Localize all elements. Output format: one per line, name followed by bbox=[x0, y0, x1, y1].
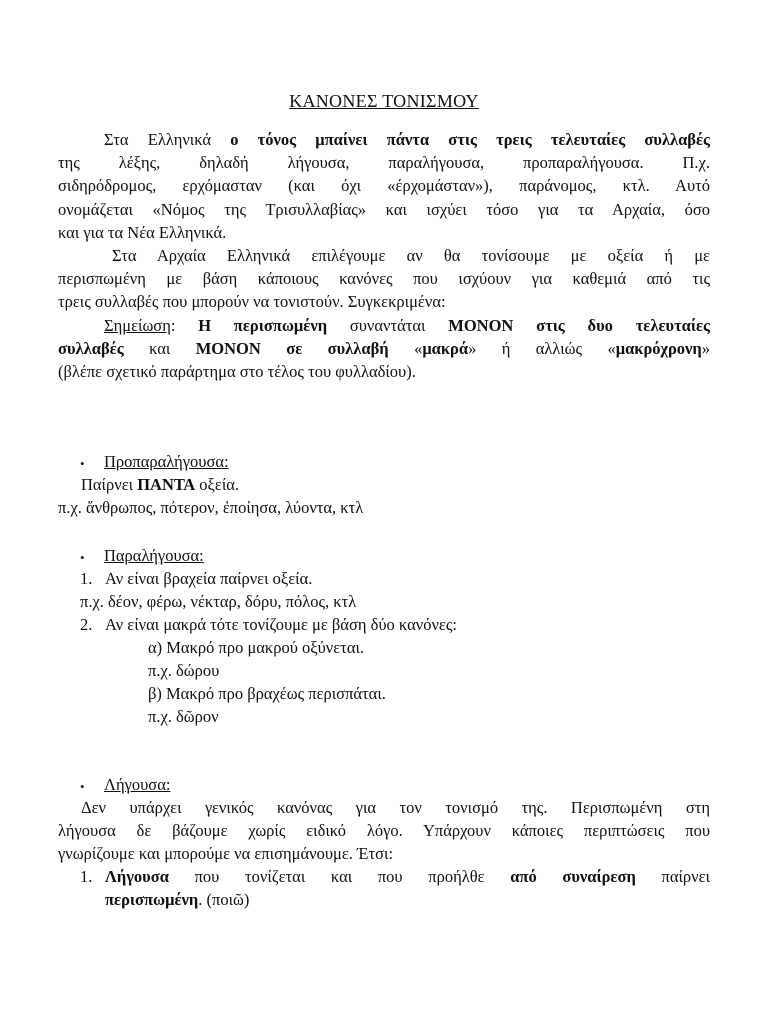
note-line bbox=[58, 337, 710, 360]
note-text: » ή αλλιώς « bbox=[468, 338, 616, 358]
intro-line: τρεις συλλαβές που μπορούν να τονιστούν. Συγκεκριμένα: bbox=[58, 292, 446, 312]
intro-line: σιδηρόδρομος, ερχόμασταν (και όχι «έρχομάσταν»), παράνομος, κτλ. Αυτό bbox=[58, 176, 710, 196]
list-number: 1. bbox=[80, 867, 93, 886]
intro-line bbox=[58, 128, 710, 151]
rule-bold: από συναίρεση bbox=[510, 867, 636, 886]
note-text: και bbox=[123, 338, 196, 358]
rule-line bbox=[81, 473, 239, 496]
note-bold: μακρά bbox=[422, 338, 469, 358]
rule-line bbox=[105, 888, 710, 911]
subrule-line: β) Μακρό προ βραχέως περισπάται. bbox=[148, 684, 386, 703]
intro-line: Στα Αρχαία Ελληνικά επιλέγουμε αν θα τονίσουμε με οξεία ή με bbox=[112, 246, 710, 266]
ligousa-paragraph bbox=[58, 796, 710, 866]
intro-line: περισπωμένη με βάση κάποιους κανόνες που ισχύουν για καθεμιά από τις bbox=[58, 269, 710, 289]
intro-line: της λέξης, δηλαδή λήγουσα, παραλήγουσα, προπαραλήγουσα. Π.χ. bbox=[58, 153, 710, 173]
bullet-icon: • bbox=[80, 779, 85, 794]
rule-bold: ΠΑΝΤΑ bbox=[137, 475, 196, 494]
rule-text: Παίρνει bbox=[81, 475, 138, 494]
list-number: 2. bbox=[80, 615, 93, 634]
note-line: (βλέπε σχετικό παράρτημα στο τέλος του φυλλαδίου). bbox=[58, 362, 416, 382]
section-heading-proparaligousa: Προπαραλήγουσα: bbox=[104, 452, 229, 471]
rule-line bbox=[105, 865, 710, 888]
note-bold: συλλαβές bbox=[58, 338, 124, 358]
rule-text: . (ποιῶ) bbox=[198, 890, 250, 910]
subrule-line: α) Μακρό προ μακρού οξύνεται. bbox=[148, 638, 365, 657]
example-line: π.χ. δέον, φέρω, νέκταρ, δόρυ, πόλος, κτλ bbox=[80, 592, 357, 611]
note-bold: μακρόχρονη bbox=[615, 338, 702, 358]
paragraph-line: λήγουσα δε βάζουμε χωρίς ειδικό λόγο. Υπάρχουν κάποιες περιπτώσεις που bbox=[58, 821, 710, 841]
intro-line: και για τα Νέα Ελληνικά. bbox=[58, 222, 227, 242]
note-bold: ΜΟΝΟΝ bbox=[195, 338, 261, 358]
rule-bold: περισπωμένη bbox=[105, 890, 199, 910]
note-label: Σημείωση bbox=[104, 315, 171, 335]
paragraph-line: γνωρίζουμε και μπορούμε να επισημάνουμε. Έτσι: bbox=[58, 844, 394, 864]
note-bold: ΜΟΝΟΝ bbox=[448, 315, 514, 335]
note-text: « bbox=[388, 338, 423, 358]
list-number: 1. bbox=[80, 569, 93, 588]
ligousa-rule bbox=[105, 865, 710, 911]
note-text: συναντάται bbox=[327, 315, 449, 335]
paragraph-line: Δεν υπάρχει γενικός κανόνας για τον τονισμό της. Περισπωμένη στη bbox=[81, 798, 710, 817]
bullet-icon: • bbox=[80, 550, 85, 565]
section-heading-ligousa: Λήγουσα: bbox=[104, 775, 171, 794]
rule-text: παίρνει bbox=[635, 867, 710, 886]
note-line bbox=[58, 314, 710, 337]
intro-text: Στα Ελληνικά bbox=[104, 130, 231, 149]
example-line: π.χ. δώρου bbox=[148, 661, 220, 680]
rule-text: οξεία. bbox=[195, 475, 240, 494]
intro-line: ονομάζεται «Νόμος της Τρισυλλαβίας» και ισχύει τόσο για τα Αρχαία, όσο bbox=[58, 199, 710, 219]
rule-line: Αν είναι μακρά τότε τονίζουμε με βάση δύο κανόνες: bbox=[105, 615, 457, 634]
rule-text: που τονίζεται και που προήλθε bbox=[168, 867, 511, 886]
note-bold: Η περισπωμένη bbox=[198, 315, 328, 335]
page-title: ΚΑΝΟΝΕΣ ΤΟΝΙΣΜΟΥ bbox=[289, 91, 479, 111]
bullet-icon: • bbox=[80, 456, 85, 471]
note-bold: στις δυο τελευταίες bbox=[536, 315, 711, 335]
rule-bold: Λήγουσα bbox=[105, 867, 169, 886]
note-colon: : bbox=[170, 315, 199, 335]
section-heading-paraligousa: Παραλήγουσα: bbox=[104, 546, 204, 565]
example-line: π.χ. ἄνθρωπος, πότερον, ἐποίησα, λύοντα, κτλ bbox=[58, 498, 364, 517]
intro-bold-rule: ο τόνος μπαίνει πάντα στις τρεις τελευταίες συλλαβές bbox=[230, 130, 711, 149]
intro-paragraph bbox=[58, 128, 710, 383]
rule-line: Αν είναι βραχεία παίρνει οξεία. bbox=[105, 569, 313, 588]
note-bold: σε συλλαβή bbox=[260, 338, 389, 358]
note-text: » bbox=[701, 338, 711, 358]
example-line: π.χ. δῶρον bbox=[148, 707, 219, 726]
